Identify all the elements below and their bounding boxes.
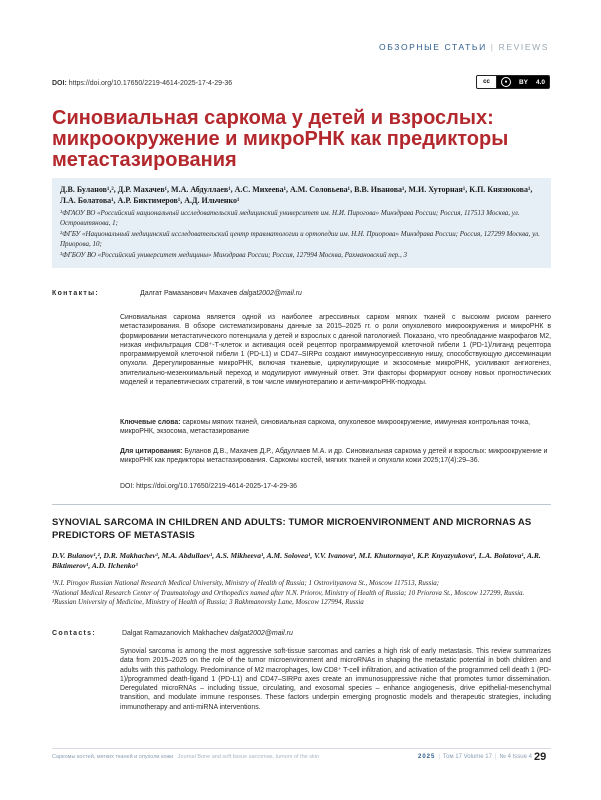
- affiliations-en: [52, 579, 551, 608]
- doi-top-label: DOI:: [52, 80, 67, 87]
- authors-box-ru: [52, 178, 551, 268]
- contacts-en-label: Contacts:: [52, 630, 96, 637]
- section-separator: |: [490, 42, 495, 52]
- doi-top-link[interactable]: https://doi.org/10.17650/2219-4614-2025-17-4-29-36: [68, 80, 233, 87]
- citation-ru: [120, 447, 551, 466]
- section-ru: ОБЗОРНЫЕ СТАТЬИ: [379, 42, 487, 52]
- contacts-en-name: Dalgat Ramazanovich Makhachev: [121, 630, 229, 637]
- section-en: REVIEWS: [498, 42, 549, 52]
- footer-issue-ru: № 4: [499, 754, 511, 760]
- page-number: 29: [534, 751, 547, 763]
- license-by: [497, 76, 549, 88]
- authors-ru: Д.В. Буланов¹,², Д.Р. Махачев¹, М.А. Абдуллаев¹, А.С. Михеева¹, А.М. Соловьева¹, В.В. Иванова¹, М.И. Хуторная¹, К.П. Князюкова¹, Л.А. Болатова¹, А.Р. Биктимеров¹, А.Д. Ильченко¹: [60, 185, 533, 205]
- divider: [52, 504, 551, 505]
- footer-issue-en: Issue 4: [512, 754, 532, 760]
- footer-issue: 2025 | Том 17 Volume 17 | № 4 Issue 4: [418, 754, 532, 760]
- abstract-en: Synovial sarcoma is among the most aggressive soft-tissue sarcomas and carries a high risk of early metastasis. This review summarizes data from 2015–2025 on the role of the tumor microenvironment and microRNAs in shaping the metastatic potential in both children and adults with this pathology. Predominance of M2 macrophages, low CD8⁺ T-cell infiltration, and activation of the programmed cell death 1 (PD-1)/programmed death-ligand 1 (PD-L1) and CD47–SIRPα axes create an immunosuppressive niche that promotes tumor dissemination. Deregulated microRNAs – including tissue, circulating, and exosomal species – enhance angiogenesis, drive epithelial-mesenchymal transition, and modulate immune responses. These factors underpin emerging prognostic models and therapeutic strategies, including immunotherapy and anti-miRNA interventions.: [120, 648, 551, 711]
- license-version: 4.0: [535, 78, 545, 86]
- article-title-en: SYNOVIAL SARCOMA IN CHILDREN AND ADULTS: TUMOR MICROENVIRONMENT AND MICRORNAS AS PREDICTORS OF METASTASIS: [52, 517, 532, 541]
- footer-journal-ru: Саркомы костей, мягких тканей и опухоли кожи: [52, 754, 174, 760]
- cc-logo: [477, 76, 497, 88]
- affiliation-ru-3: ³ФГБОУ ВО «Российский университет медицины» Минздрава России; Россия, 127994 Москва, Рахмановский пер., 3: [60, 251, 408, 259]
- abstract-ru: Синовиальная саркома является одной из наиболее агрессивных сарком мягких тканей с высоким риском раннего метастазирования. В обзоре систематизированы данные за 2015–2025 гг. о роли опухолевого микроокружения и микроРНК в формировании метастатического потенциала у детей и взрослых с данной патологией. Показано, что преобладание макрофагов М2, низкая инфильтрация CD8⁺-Т-клеток и активация осей рецептор программируемой клеточной гибели 1 (PD-1)/лиганд рецептора программируемой клеточной гибели 1 (PD-L1) и CD47–SIRPα создают иммуносупрессивную нишу, способствующую диссеминации опухоли. Дерегулированные микроРНК, включая тканевые, циркулирующие и экзосомные микроРНК, усиливают ангиогенез, эпителиально-мезенхимальный переход и модулируют иммунный ответ. Эти факторы формируют основу новых прогностических моделей и терапевтических стратегий, в том числе иммунотерапию и анти-микроРНК-подходы.: [120, 314, 551, 387]
- license-badge[interactable]: [476, 75, 550, 89]
- contacts-ru-email[interactable]: dalgat2002@mail.ru: [239, 290, 302, 297]
- authors-en: D.V. Bulanov¹,², D.R. Makhachev¹, M.A. Abdullaev¹, A.S. Mikheeva¹, A.M. Solovea¹, V.V. Ivanova¹, M.I. Khutornaya¹, K.P. Knyazyukova¹, L.A. Bolatova¹, A.R. Biktimerov¹, A.D. Ilchenko³: [52, 551, 541, 570]
- footer-journal: [52, 754, 319, 760]
- affiliation-ru-2: ²ФГБУ «Национальный медицинский исследовательский центр травматологии и ортопедии им. Н.Н. Приорова» Минздрава России; Россия, 127299 Москва, ул. Приорова, 10;: [60, 230, 540, 248]
- citation-ru-label: Для цитирования:: [120, 448, 183, 455]
- footer-year: 2025: [418, 754, 436, 760]
- contacts-en: [52, 630, 293, 637]
- doi-top: [52, 80, 232, 87]
- license-label: BY: [518, 78, 528, 86]
- citation-ru-text: Буланов Д.В., Махачев Д.Р., Абдуллаев М.А. и др. Синовиальная саркома у детей и взрослых: микроокружение и микроРНК как предикторы метастазирования. Саркомы костей, мягких тканей и опухоли кожи 2025;17(4):29–36.: [120, 448, 548, 465]
- contacts-en-email[interactable]: dalgat2002@mail.ru: [230, 630, 293, 637]
- keywords-ru: [120, 418, 551, 437]
- contacts-ru: [52, 290, 302, 297]
- affiliations-ru: [60, 208, 543, 260]
- by-person-icon: ●: [501, 77, 511, 87]
- section-header: [379, 42, 549, 52]
- footer-journal-en: Journal Bone and soft tissue sarcomas, tumors of the skin: [177, 754, 320, 760]
- footer-divider: [52, 748, 551, 749]
- contacts-ru-name: Далгат Рамазанович Махачев: [139, 290, 238, 297]
- affiliation-en-2: ²National Medical Research Center of Traumatology and Orthopedics named after N.N. Priorov, Ministry of Health of Russia; 10 Priorova St., Moscow 127299, Russia.: [52, 588, 525, 597]
- affiliation-ru-1: ¹ФГАОУ ВО «Российский национальный исследовательский медицинский университет им. Н.И. Пирогова» Минздрава России; Россия, 117513 Москва, ул. Островитянова, 1;: [60, 209, 520, 227]
- affiliation-en-1: ¹N.I. Pirogov Russian National Research Medical University, Ministry of Health of Russia; 1 Ostrovityanova St., Moscow 117513, Russia;: [52, 579, 440, 587]
- doi-ru[interactable]: DOI: https://doi.org/10.17650/2219-4614-2025-17-4-29-36: [120, 483, 297, 490]
- footer-volume-en: Volume 17: [463, 754, 492, 760]
- footer-volume: Том 17: [442, 754, 462, 760]
- contacts-ru-label: Контакты:: [52, 290, 100, 297]
- keywords-ru-label: Ключевые слова:: [120, 419, 181, 426]
- cc-logo-text: cc: [483, 79, 490, 85]
- affiliation-en-3: ³Russian University of Medicine, Ministry of Health of Russia; 3 Rakhmanovsky Lane, Moscow 127994, Russia: [52, 598, 364, 606]
- article-title-ru: Синовиальная саркома у детей и взрослых: микроокружение и микроРНК как предикторы метастазирования: [52, 107, 509, 171]
- keywords-ru-text: саркомы мягких тканей, синовиальная саркома, опухолевое микроокружение, иммунная контрольная точка, микроРНК, экзосома, метастазирование: [120, 419, 531, 436]
